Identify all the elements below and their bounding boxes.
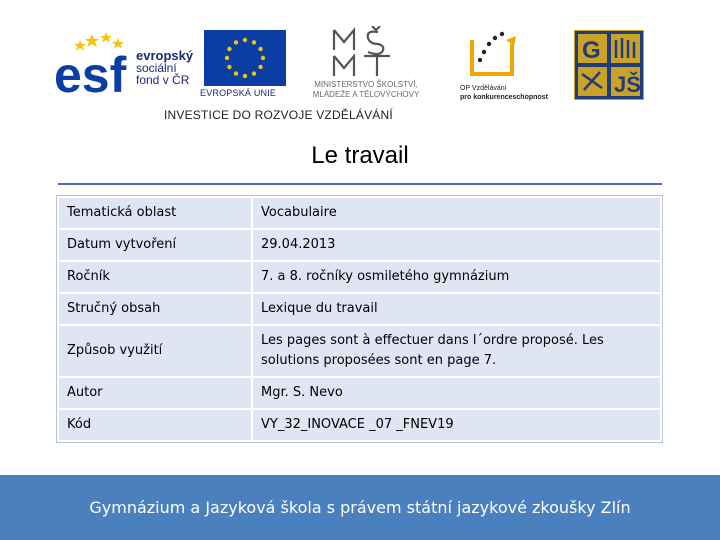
investice-slogan: INVESTICE DO ROZVOJE VZDĚLÁVÁNÍ xyxy=(164,108,393,122)
eu-star-icon xyxy=(258,65,262,69)
table-row xyxy=(58,261,661,293)
eu-star-icon xyxy=(234,71,238,75)
table-row xyxy=(58,293,661,325)
svg-text:G: G xyxy=(582,37,601,64)
row-value: Les pages sont à effectuer dans l´ordre proposé. Les solutions proposées sont en page 7. xyxy=(252,325,661,377)
eu-flag-logo xyxy=(204,30,286,86)
row-value: Vocabulaire xyxy=(252,197,661,229)
gjs-school-logo xyxy=(574,30,644,100)
page-title: Le travail xyxy=(311,142,409,169)
row-label: Autor xyxy=(58,377,252,409)
eu-star-icon xyxy=(225,56,229,60)
row-label: Způsob využití xyxy=(58,325,252,377)
svg-text:JŠ: JŠ xyxy=(614,72,641,97)
row-value: Lexique du travail xyxy=(252,293,661,325)
row-label: Kód xyxy=(58,409,252,441)
table-row xyxy=(58,197,661,229)
logo-strip xyxy=(0,0,720,130)
eu-star-icon xyxy=(252,40,256,44)
footer-banner: Gymnázium a Jazyková škola s právem státní jazykové zkoušky Zlín xyxy=(0,475,720,540)
row-value: Mgr. S. Nevo xyxy=(252,377,661,409)
op-logo-text: OP Vzdělávání pro konkurenceschopnost xyxy=(460,85,548,101)
table-row xyxy=(58,229,661,261)
eu-star-icon xyxy=(227,65,231,69)
row-label: Tematická oblast xyxy=(58,197,252,229)
esf-logo xyxy=(52,30,132,98)
row-label: Datum vytvoření xyxy=(58,229,252,261)
eu-star-icon xyxy=(258,47,262,51)
row-value: 29.04.2013 xyxy=(252,229,661,261)
eu-star-icon xyxy=(261,56,265,60)
table-row xyxy=(58,325,661,377)
title-divider xyxy=(58,183,662,185)
eu-logo-caption: EVROPSKÁ UNIE xyxy=(200,88,277,98)
eu-star-icon xyxy=(243,74,247,78)
row-label: Stručný obsah xyxy=(58,293,252,325)
svg-text:esf: esf xyxy=(54,47,127,98)
eu-star-icon xyxy=(252,71,256,75)
msmt-logo-text: MINISTERSTVO ŠKOLSTVÍ, MLÁDEŽE A TĚLOVÝCHOVY xyxy=(312,80,420,99)
table-row xyxy=(58,377,661,409)
msmt-logo xyxy=(330,26,400,78)
row-value: VY_32_INOVACE _07 _FNEV19 xyxy=(252,409,661,441)
op-logo xyxy=(466,30,520,80)
table-row xyxy=(58,409,661,441)
eu-star-icon xyxy=(227,47,231,51)
row-label: Ročník xyxy=(58,261,252,293)
eu-star-icon xyxy=(234,40,238,44)
metadata-table xyxy=(57,196,662,442)
row-value: 7. a 8. ročníky osmiletého gymnázium xyxy=(252,261,661,293)
eu-star-icon xyxy=(243,38,247,42)
esf-logo-text: evropský sociální fond v ČR xyxy=(136,48,194,87)
